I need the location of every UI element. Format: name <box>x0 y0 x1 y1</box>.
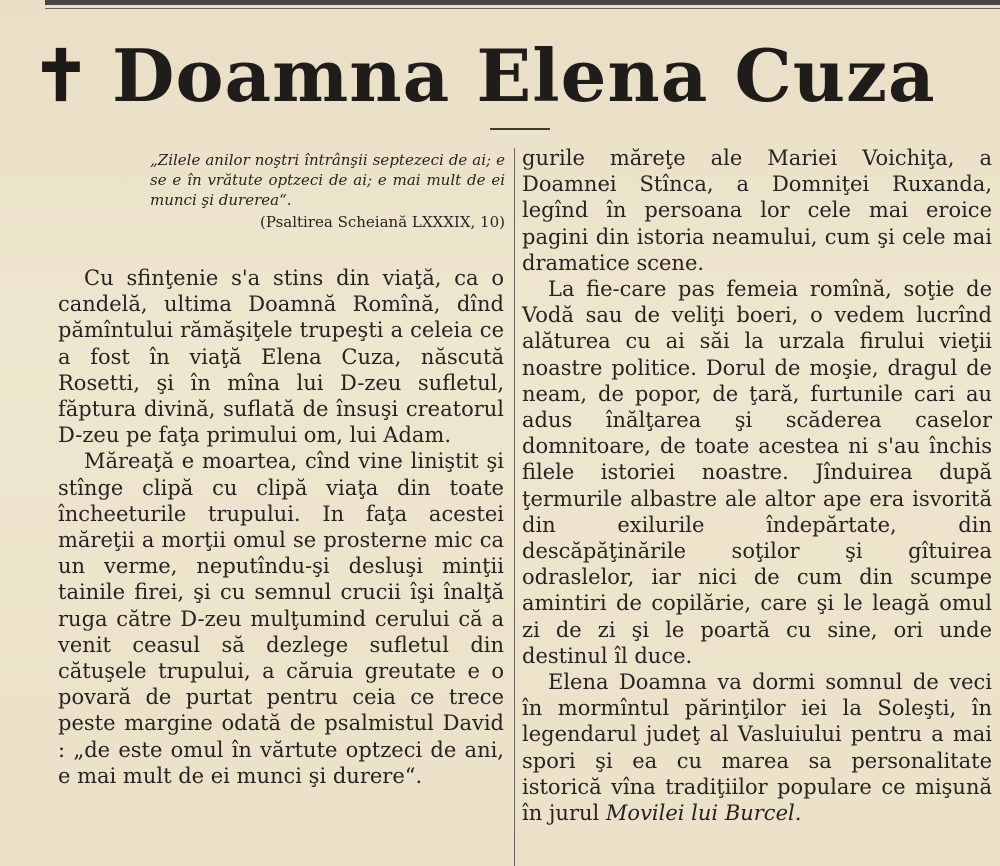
epigraph <box>150 150 505 232</box>
place-name: Movilei lui Burcel. <box>605 801 802 826</box>
left-column <box>58 265 504 789</box>
epigraph-source: (Psaltirea Scheiană LXXXIX, 10) <box>260 213 505 231</box>
title-divider <box>490 128 550 130</box>
top-rule-thin <box>45 8 1000 9</box>
right-paragraph-3 <box>522 669 992 826</box>
right-column <box>522 145 992 826</box>
right-paragraph-1: gurile măreţe ale Mariei Voichiţa, a Doamnei Stînca, a Domniţei Ruxanda, legînd în persoana lor cele mai eroice pagini din istoria neamului, cum şi cele mai dramatice scene. <box>522 146 992 275</box>
headline <box>30 28 990 123</box>
column-rule <box>514 148 515 866</box>
left-paragraph-2: Măreaţă e moartea, cînd vine liniştit şi stînge clipă cu clipă viaţa din toate încheeturile trupului. In faţa acestei măreţii a morţii omul se prosterne mic ca un verme, neputîndu-şi desluşi minţii tainile firei, şi cu semnul crucii îşi înalţă ruga către D-zeu mulţumind cerului că a venit ceasul să dezlege sufletul din cătuşele trupului, a căruia greutate e o povară de purtat pentru ceia ce trece peste margine odată de psalmistul David : „de este omul în vărtute optzeci de ani, e mai mult de ei munci şi durere“. <box>58 449 504 788</box>
top-rule <box>45 0 1000 5</box>
right-paragraph-2: La fie-care pas femeia romînă, soţie de Vodă sau de veliţi boeri, o vedem lucrînd alăturea cu ai săi la urzala firului vieţii noastre politice. Dorul de moşie, dragul de neam, de popor, de ţară, furtunile cari au adus înălţarea şi scăderea caselor domnitoare, de toate acestea ni s'au închis filele istoriei noastre. Jînduirea după ţermurile albastre ale altor ape era isvorită din exilurile îndepărtate, din descăpăţinările soţilor şi gîtuirea odraslelor, iar nici de cum din scumpe amintiri de copilărie, care şi le leagă omul zi de zi şi le poartă cu sine, ori unde destinul îl duce. <box>522 277 992 668</box>
article-title: Doamna Elena Cuza <box>112 32 936 118</box>
right-paragraph-3-text: Elena Doamna va dormi somnul de veci în mormîntul părinţilor iei la Soleşti, în legendarul judeţ al Vasluiului pentru a mai spori şi ea cu marea sa personalitate istorică vîna tradiţiilor populare ce mişună în jurul <box>522 670 992 826</box>
left-paragraph-1: Cu sfinţenie s'a stins din viaţă, ca o candelă, ultima Doamnă Romînă, dînd pămîntului rămăşiţele trupeşti a celeia ce a fost în viaţă Elena Cuza, născută Rosetti, şi în mîna lui D-zeu sufletul, făptura divină, suflată de însuşi creatorul D-zeu pe faţa primului om, lui Adam. <box>58 266 504 448</box>
epigraph-text: „Zilele anilor noştri întrânşii septezeci de ai; e se e în vrătute optzeci de ai; e mai mult de ei munci şi durerea“. <box>150 151 505 209</box>
cross-icon: ✝ <box>31 33 91 117</box>
